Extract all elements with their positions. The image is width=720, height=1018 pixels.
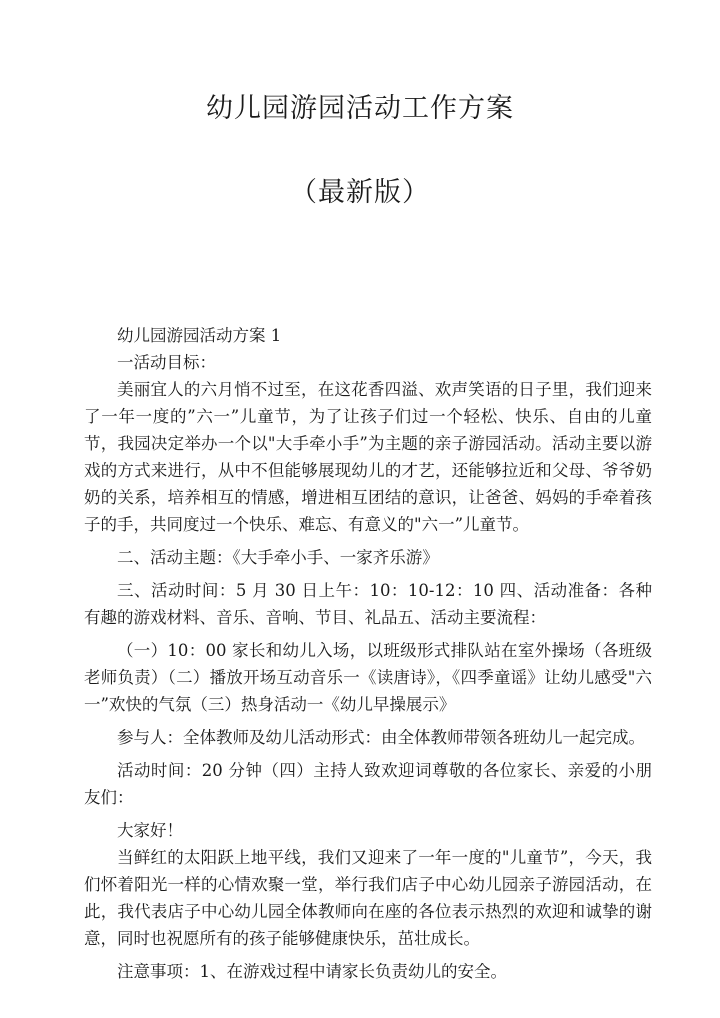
body-paragraph: 三、活动时间：5 月 30 日上午：10：10-12：10 四、活动准备：各种有趣的游戏材料、音乐、音响、节目、礼品五、活动主要流程： [84,581,652,627]
section-heading: 一活动目标： [117,353,216,372]
document-title: 幼儿园游园活动工作方案 [206,93,514,124]
body-paragraph: （一）10：00 家长和幼儿入场，以班级形式排队站在室外操场（各班级老师负责）（二）播放开场互动音乐一《读唐诗》，《四季童谣》让幼儿感受"六一”欢快的气氛（三）热身活动一《幼儿早操展示》 [84,641,652,714]
body-paragraph: 美丽宜人的六月悄不过至，在这花香四溢、欢声笑语的日子里，我们迎来了一年一度的”六一”儿童节，为了让孩子们过一个轻松、快乐、自由的儿童节，我园决定举办一个以"大手牵小手”为主题的亲子游园活动。活动主要以游戏的方式来进行，从中不但能够展现幼儿的才艺，还能够拉近和父母、爷爷奶奶的关系，培养相互的情感，增进相互团结的意识，让爸爸、妈妈的手牵着孩子的手，共同度过一个快乐、难忘、有意义的"六一”儿童节。 [84,380,652,534]
body-paragraph: 大家好！ [117,821,183,840]
body-paragraph: 注意事项：1、在游戏过程中请家长负责幼儿的安全。 [117,962,507,981]
body-paragraph: 当鲜红的太阳跃上地平线，我们又迎来了一年一度的"儿童节”，今天，我们怀着阳光一样的心情欢聚一堂，举行我们店子中心幼儿园亲子游园活动，在此，我代表店子中心幼儿园全体教师向在座的各位表示热烈的欢迎和诚挚的谢意，同时也祝愿所有的孩子能够健康快乐，茁壮成长。 [84,848,652,948]
document-body [84,322,652,991]
document-subtitle: （最新版） [290,177,430,208]
body-paragraph: 二、活动主题：《大手牵小手、一家齐乐游》 [117,548,439,567]
body-paragraph: 参与人：全体教师及幼儿活动形式：由全体教师带领各班幼儿一起完成。 [117,728,645,747]
section-heading: 幼儿园游园活动方案 1 [117,326,282,345]
body-paragraph: 活动时间：20 分钟（四）主持人致欢迎词尊敬的各位家长、亲爱的小朋友们： [84,761,652,807]
